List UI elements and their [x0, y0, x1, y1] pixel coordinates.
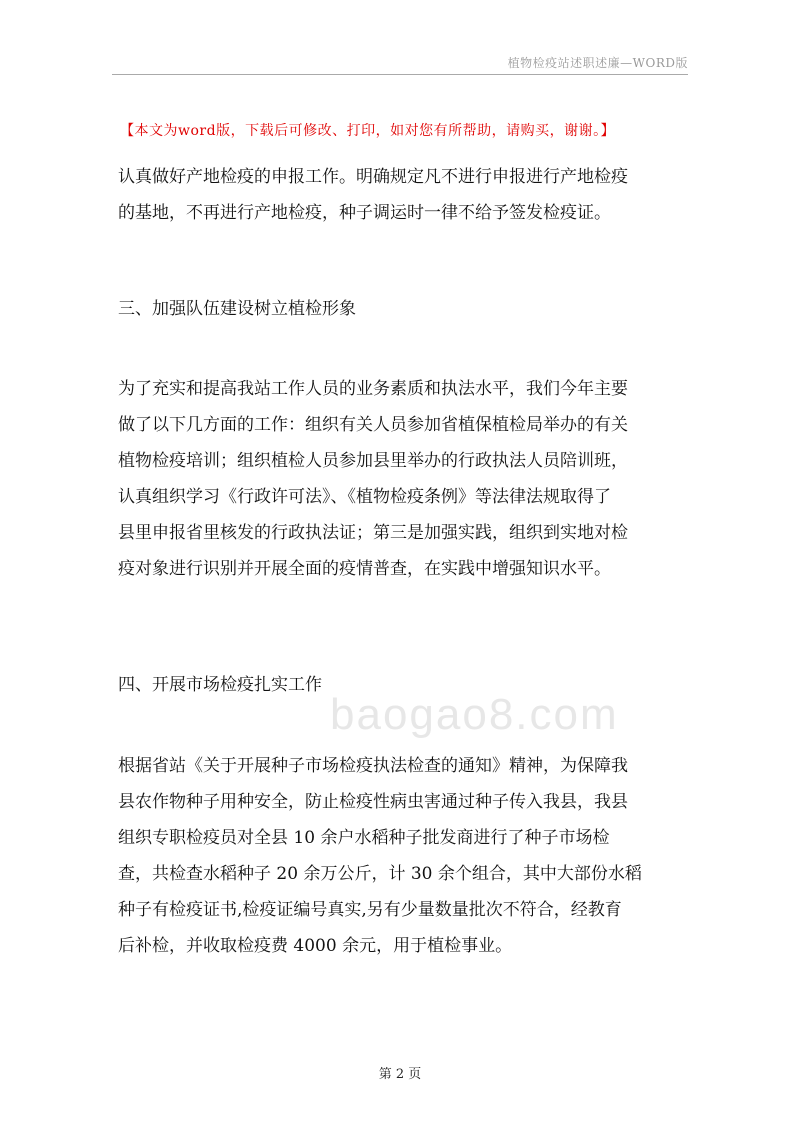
text-line: 的基地，不再进行产地检疫，种子调运时一律不给予签发检疫证。: [118, 203, 611, 223]
text-line: 后补检，并收取检疫费 4000 余元，用于植检事业。: [118, 936, 513, 956]
section-heading-3: [118, 291, 692, 327]
text-line: 做了以下几方面的工作：组织有关人员参加省植保植检局举办的有关: [118, 415, 628, 435]
paragraph-1: [118, 159, 692, 231]
header-divider: [112, 74, 688, 75]
paragraph-2: [118, 371, 692, 587]
watermark: baogao8.com: [330, 690, 619, 739]
text-line: 县农作物种子用种安全，防止检疫性病虫害通过种子传入我县，我县: [118, 792, 628, 812]
text-line: 疫对象进行识别并开展全面的疫情普查，在实践中增强知识水平。: [118, 559, 611, 579]
section-heading-4: [118, 667, 692, 703]
text-line: 认真做好产地检疫的申报工作。明确规定凡不进行申报进行产地检疫: [118, 167, 628, 187]
running-header: 植物检疫站述职述廉—WORD版: [507, 56, 688, 70]
text-line: 种子有检疫证书,检疫证编号真实,另有少量数量批次不符合，经教育: [118, 900, 622, 920]
text-line: 植物检疫培训；组织植检人员参加县里举办的行政执法人员陪训班，: [118, 451, 628, 471]
text-line: 根据省站《关于开展种子市场检疫执法检查的通知》精神，为保障我: [118, 756, 628, 776]
text-line: 为了充实和提高我站工作人员的业务素质和执法水平，我们今年主要: [118, 379, 628, 399]
text-line: 县里申报省里核发的行政执法证；第三是加强实践，组织到实地对检: [118, 523, 628, 543]
purchase-notice: 【本文为word版，下载后可修改、打印，如对您有所帮助，请购买，谢谢。】: [120, 123, 616, 139]
text-line: 认真组织学习《行政许可法》、《植物检疫条例》等法律法规取得了: [118, 487, 611, 507]
text-line: 组织专职检疫员对全县 10 余户水稻种子批发商进行了种子市场检: [118, 828, 610, 848]
text-line: 三、加强队伍建设树立植检形象: [118, 299, 356, 319]
text-line: 查，共检查水稻种子 20 余万公斤，计 30 余个组合，其中大部份水稻: [118, 864, 642, 884]
page-number: 第 2 页: [378, 1067, 422, 1082]
text-line: 四、开展市场检疫扎实工作: [118, 675, 322, 695]
paragraph-3: [118, 748, 692, 964]
